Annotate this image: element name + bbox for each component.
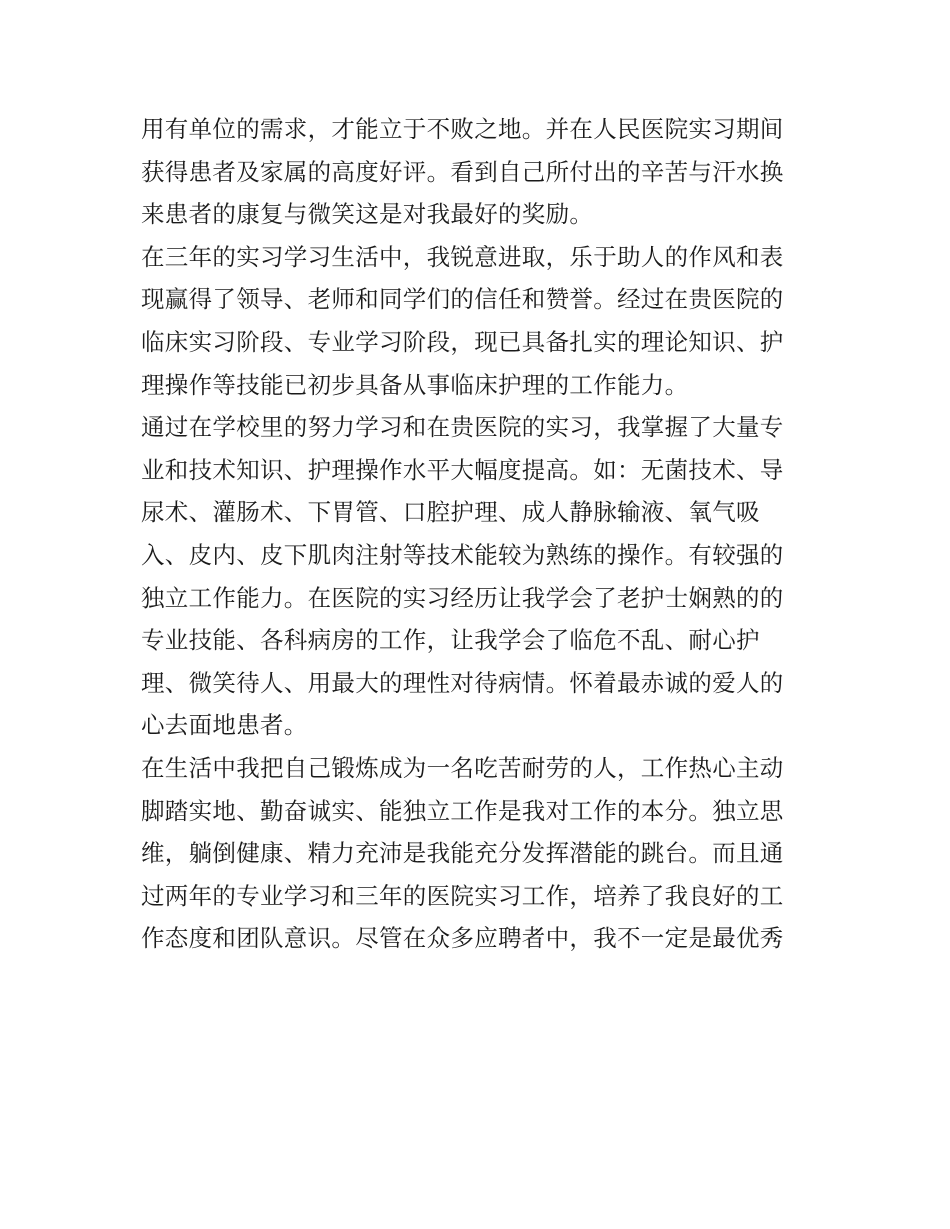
text-line: 用有单位的需求，才能立于不败之地。并在人民医院实习期间 [141, 115, 784, 143]
text-line: 维，躺倒健康、精力充沛是我能充分发挥潜能的跳台。而且通 [141, 839, 784, 868]
text-line: 临床实习阶段、专业学习阶段，现已具备扎实的理论知识、护 [141, 327, 784, 356]
text-line: 业和技术知识、护理操作水平大幅度提高。如：无菌技术、导 [141, 455, 784, 484]
body-text [141, 108, 821, 960]
text-line: 脚踏实地、勤奋诚实、能独立工作是我对工作的本分。独立思 [141, 796, 784, 825]
text-line: 在生活中我把自己锻炼成为一名吃苦耐劳的人，工作热心主动 [141, 753, 784, 782]
text-line: 作态度和团队意识。尽管在众多应聘者中，我不一定是最优秀 [141, 924, 784, 953]
text-line: 现赢得了领导、老师和同学们的信任和赞誉。经过在贵医院的 [141, 285, 784, 314]
text-line: 专业技能、各科病房的工作，让我学会了临危不乱、耐心护 [141, 626, 760, 655]
text-line: 尿术、灌肠术、下胃管、口腔护理、成人静脉输液、氧气吸 [141, 498, 760, 527]
text-line: 通过在学校里的努力学习和在贵医院的实习，我掌握了大量专 [141, 413, 784, 442]
text-line: 入、皮内、皮下肌肉注射等技术能较为熟练的操作。有较强的 [141, 540, 784, 569]
text-line: 心去面地患者。 [141, 711, 308, 740]
text-line: 理操作等技能已初步具备从事临床护理的工作能力。 [141, 370, 689, 399]
text-line: 过两年的专业学习和三年的医院实习工作，培养了我良好的工 [141, 881, 784, 910]
text-line: 理、微笑待人、用最大的理性对待病情。怀着最赤诚的爱人的 [141, 668, 784, 697]
text-line: 独立工作能力。在医院的实习经历让我学会了老护士娴熟的的 [141, 583, 784, 612]
text-line: 来患者的康复与微笑这是对我最好的奖励。 [141, 200, 594, 229]
text-line: 获得患者及家属的高度好评。看到自己所付出的辛苦与汗水换 [141, 157, 784, 186]
text-line: 在三年的实习学习生活中，我锐意进取，乐于助人的作风和表 [141, 242, 784, 271]
